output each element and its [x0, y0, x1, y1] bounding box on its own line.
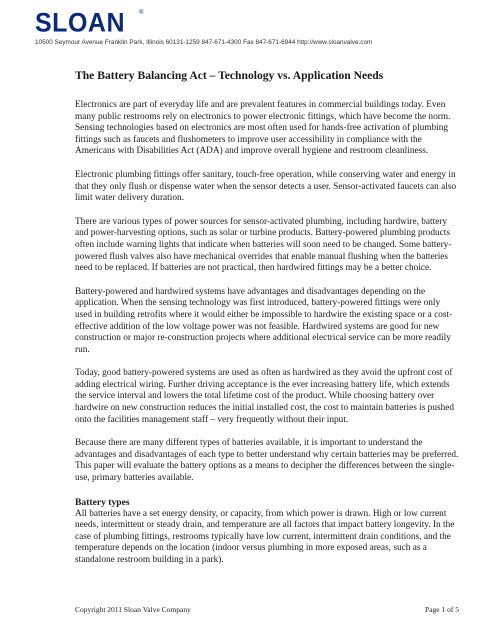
copyright-text: Copyright 2011 Sloan Valve Company	[75, 605, 191, 614]
document-body	[75, 69, 459, 579]
paragraph: Electronic plumbing fittings offer sanitary, touch-free operation, while conserving water and energy in that they only flush or dispense water when the sensor detects a user. Sensor-activated faucets can also limit water delivery duration.	[75, 169, 457, 204]
paragraph: Because there are many different types of batteries available, it is important to understand the advantages and disadvantages of each type to better understand why certain batteries may be preferred. This paper will evaluate the battery options as a means to decipher the differences between the single-use, primary batteries available.	[75, 438, 459, 484]
registered-mark: ®	[139, 10, 144, 16]
section-heading: Battery types	[75, 496, 130, 508]
paragraph: There are various types of power sources for sensor-activated plumbing, including hardwire, battery and power-harvesting options, such as solar or turbine products. Battery-powered plumbing products often include warning lights that indicate when batteries will soon need to be changed. Some battery-powered flush valves also have mechanical overrides that enable manual flushing when the batteries need to be replaced. If batteries are not practical, then hardwired fittings may be a better choice.	[75, 216, 452, 274]
document-title: The Battery Balancing Act – Technology vs. Application Needs	[75, 69, 384, 82]
page-number: Page 1 of 5	[425, 605, 459, 614]
company-address: 10500 Seymour Avenue Franklin Park, Illinois 60131-1259 847-671-4300 Fax 847-671-6944 http://www.sloanvalve.com	[35, 39, 373, 46]
paragraph: Battery-powered and hardwired systems have advantages and disadvantages depending on the application. When the sensing technology was first introduced, battery-powered fittings were only used in building retrofits where it would either be impossible to hardwire the existing space or a cost-effective addition of the low voltage power was not feasible. Hardwired systems are good for new construction or major re-construction projects where additional electrical service can be more readily run.	[75, 286, 453, 355]
logo-text: SLOAN	[35, 7, 125, 39]
paragraph: Today, good battery-powered systems are used as often as hardwired as they avoid the upfront cost of adding electrical wiring. Further driving acceptance is the ever increasing battery life, which extends the service interval and lowers the total lifetime cost of the product. While choosing battery over hardwire on new construction reduces the initial installed cost, the cost to maintain batteries is pushed onto the facilities management staff – very frequently without their input.	[75, 368, 455, 425]
paragraph: Electronics are part of everyday life and are prevalent features in commercial buildings today. Even many public restrooms rely on electronics to power electronic fittings, which have become the norm. Sensing technologies based on electronics are most often used for hands-free activation of plumbing fittings such as faucets and flushometers to improve user accessibility in compliance with the Americans with Disabilities Act (ADA) and improve overall hygiene and restroom cleanliness.	[75, 100, 451, 157]
section-paragraph: All batteries have a set energy density, or capacity, from which power is drawn. High or low current needs, intermittent or steady drain, and temperature are all factors that impact battery longevity. In the case of plumbing fittings, restrooms typically have low current, intermittent drain conditions, and the temperature depends on the location (indoor versus plumbing in more exposed areas, such as a standalone restroom building in a park).	[75, 508, 455, 565]
